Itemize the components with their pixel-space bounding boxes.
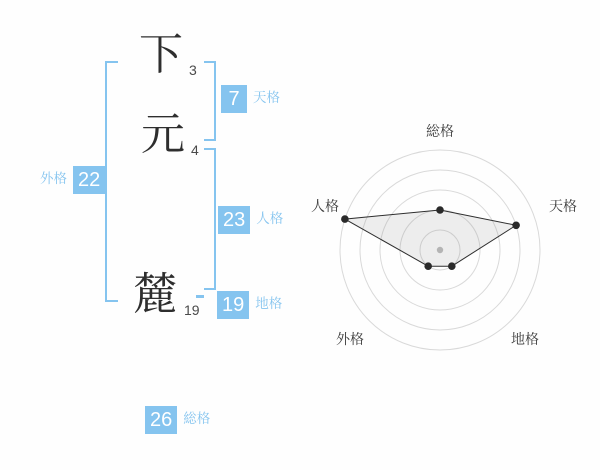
chikaku-value-box: 19 xyxy=(217,291,249,319)
radar-point xyxy=(512,222,520,230)
chikaku-row xyxy=(217,291,282,319)
radar-point xyxy=(436,206,444,214)
jinkaku-row xyxy=(218,206,283,234)
chikaku-label: 地格 xyxy=(255,296,283,313)
radar-axis-label-jinkaku: 人格 xyxy=(311,199,339,215)
soukaku-value-box: 26 xyxy=(145,406,177,434)
radar-axis-label-tenkaku: 天格 xyxy=(549,199,577,215)
tenkaku-row xyxy=(221,85,280,113)
radar-point xyxy=(424,262,432,270)
stroke-count-2: 4 xyxy=(191,142,199,158)
jinkaku-label: 人格 xyxy=(256,211,284,228)
chikaku-bracket xyxy=(196,295,204,298)
radar-axis-label-chikaku: 地格 xyxy=(511,332,539,348)
stroke-count-3: 19 xyxy=(184,302,200,318)
radar-chart xyxy=(300,118,580,358)
radar-polygon xyxy=(345,210,516,266)
tenkaku-value-box: 7 xyxy=(221,85,247,113)
name-character-3: 麓 xyxy=(133,269,177,320)
radar-axis-label-soukaku: 総格 xyxy=(426,124,454,140)
gaikaku-value-box: 22 xyxy=(73,166,105,194)
radar-point xyxy=(341,215,349,223)
radar-plot xyxy=(340,150,540,350)
name-character-2: 元 xyxy=(141,109,185,160)
gaikaku-label: 外格 xyxy=(40,171,67,188)
jinkaku-value-box: 23 xyxy=(218,206,250,234)
soukaku-label: 総格 xyxy=(183,411,211,428)
name-character-1: 下 xyxy=(139,29,183,80)
gaikaku-bracket xyxy=(105,61,118,302)
tenkaku-label: 天格 xyxy=(253,90,280,107)
radar-axis-label-gaikaku: 外格 xyxy=(336,332,364,348)
jinkaku-bracket xyxy=(204,148,216,290)
gaikaku-row xyxy=(40,166,105,194)
radar-center-dot xyxy=(437,247,443,253)
radar-point xyxy=(448,262,456,270)
stroke-count-1: 3 xyxy=(189,62,197,78)
soukaku-row xyxy=(145,406,210,434)
tenkaku-bracket xyxy=(204,61,216,141)
